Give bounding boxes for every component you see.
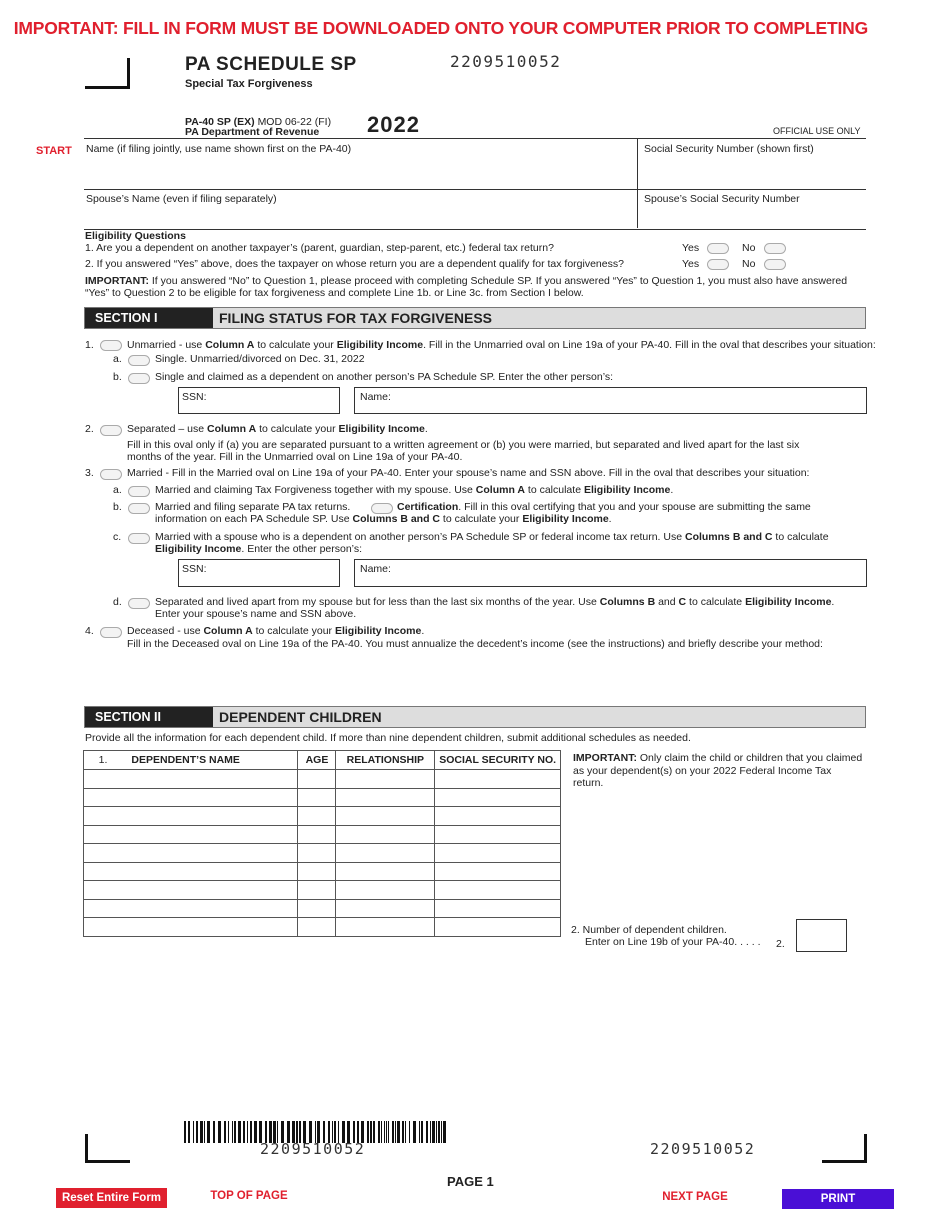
form-mod: MOD 06-22 (FI) <box>257 116 332 128</box>
q2-no-label: No <box>742 258 756 270</box>
line-3c-letter: c. <box>113 531 122 543</box>
dependent-relationship-cell[interactable] <box>336 844 435 863</box>
barcode-bar <box>384 1121 385 1143</box>
line-3b-oval[interactable] <box>128 503 150 514</box>
barcode-bar <box>419 1121 420 1143</box>
q1-no-oval[interactable] <box>764 243 786 254</box>
barcode-bar <box>430 1121 431 1143</box>
line-4-oval[interactable] <box>100 627 122 638</box>
line-3-number: 3. <box>85 467 94 479</box>
line-2-text <box>127 423 428 435</box>
dependent-age-cell[interactable] <box>298 770 336 789</box>
top-of-page-button[interactable]: TOP OF PAGE <box>210 1190 288 1202</box>
line-3b-text-2 <box>155 501 845 525</box>
barcode-bar <box>402 1121 404 1143</box>
barcode-bar <box>386 1121 387 1143</box>
barcode-bar <box>443 1121 446 1143</box>
next-page-button[interactable]: NEXT PAGE <box>662 1191 728 1203</box>
barcode-bar <box>426 1121 428 1143</box>
dependents-header-row <box>84 751 561 770</box>
dependent-age-cell[interactable] <box>298 899 336 918</box>
dependent-relationship-cell[interactable] <box>336 918 435 937</box>
dependent-name-cell[interactable] <box>84 862 298 881</box>
line-3a-oval[interactable] <box>128 486 150 497</box>
start-marker: START <box>36 145 72 157</box>
dependent-ssn-cell[interactable] <box>435 825 561 844</box>
line-3d-text-5: to calculate <box>686 596 746 608</box>
barcode-bar <box>188 1121 190 1143</box>
tax-year: 2022 <box>367 112 420 137</box>
barcode-bar <box>213 1121 215 1143</box>
line-3a-text-5: . <box>670 484 674 496</box>
name-label: Name (if filing jointly, use name shown first on the PA-40) <box>86 143 352 155</box>
name-ssn-grid <box>84 138 866 230</box>
barcode-bar <box>373 1121 375 1143</box>
eligibility-important <box>85 275 870 299</box>
line-2-text-d: Eligibility Income <box>338 423 425 435</box>
line-1a-letter: a. <box>113 353 122 365</box>
line-3a-text-1: Married and claiming Tax Forgiveness together with my spouse. Use <box>155 484 476 496</box>
barcode-bar <box>193 1121 194 1143</box>
dependent-age-cell[interactable] <box>298 788 336 807</box>
dependent-name-cell[interactable] <box>84 770 298 789</box>
eligibility-important-text: If you answered “No” to Question 1, please proceed with completing Schedule SP. If you answered “Yes” to Question 1, you must also have answered “Yes” to Question 2 to be eligible for tax forgiveness and complete Line 1b. or Line 3c. from Section I below. <box>85 275 848 299</box>
dependent-age-cell[interactable] <box>298 881 336 900</box>
ssn-field[interactable] <box>638 139 866 189</box>
dependent-count-field[interactable] <box>796 919 847 952</box>
q2-no-oval[interactable] <box>764 259 786 270</box>
eligibility-important-label: IMPORTANT: <box>85 275 149 287</box>
dependent-relationship-cell[interactable] <box>336 862 435 881</box>
dependent-relationship-cell[interactable] <box>336 770 435 789</box>
form-code: PA-40 SP (EX) <box>185 116 255 128</box>
dependent-ssn-cell[interactable] <box>435 881 561 900</box>
corner-mark-top-left <box>85 58 130 89</box>
barcode-bar <box>392 1121 394 1143</box>
line-3d-text-1: Separated and lived apart from my spouse but for less than the last six months of the year. Use <box>155 596 600 608</box>
line-3a-text-4: Eligibility Income <box>583 484 671 496</box>
dependent-relationship-cell[interactable] <box>336 825 435 844</box>
line-3-oval[interactable] <box>100 469 122 480</box>
department: PA Department of Revenue <box>185 126 320 138</box>
line-3b-text-3: Columns B and C <box>352 513 441 525</box>
line-3c-text <box>155 531 855 555</box>
dependent-ssn-cell[interactable] <box>435 918 561 937</box>
line-3d-oval[interactable] <box>128 598 150 609</box>
dependent-age-cell[interactable] <box>298 918 336 937</box>
dependent-row <box>84 825 561 844</box>
barcode-bar <box>218 1121 221 1143</box>
dependent-row <box>84 770 561 789</box>
line-4-number: 4. <box>85 625 94 637</box>
line-3b-text-6: . <box>608 513 612 525</box>
spouse-ssn-label: Spouse’s Social Security Number <box>644 193 800 205</box>
line-3a-text-2: Column A <box>475 484 525 496</box>
line-1-oval[interactable] <box>100 340 122 351</box>
barcode-bar <box>397 1121 400 1143</box>
line-1b-name-label: Name: <box>360 391 391 403</box>
dependent-name-cell[interactable] <box>84 788 298 807</box>
line-1b-text: Single and claimed as a dependent on another person’s PA Schedule SP. Enter the other person’s: <box>155 371 614 383</box>
line-4-text-b: Column A <box>203 625 253 637</box>
dependent-name-cell[interactable] <box>84 844 298 863</box>
line-1-number: 1. <box>85 339 94 351</box>
q2-yes <box>682 258 729 270</box>
dependent-ssn-cell[interactable] <box>435 807 561 826</box>
dependent-name-cell[interactable] <box>84 825 298 844</box>
line-3c-text-4: Eligibility Income <box>155 543 242 555</box>
spouse-ssn-field[interactable] <box>638 190 866 228</box>
dependent-age-cell[interactable] <box>298 844 336 863</box>
line-1-text-e: . Fill in the Unmarried oval on Line 19a of your PA-40. Fill in the oval that describes your situation: <box>423 339 876 351</box>
footer-code: 2209510052 <box>650 1140 756 1158</box>
line-1b-name-field[interactable] <box>354 387 867 414</box>
barcode-bar <box>436 1121 437 1143</box>
col-age: AGE <box>298 751 336 770</box>
line-1-text-b: Column A <box>205 339 255 351</box>
q2-yes-oval[interactable] <box>707 259 729 270</box>
barcode-bar <box>238 1121 241 1143</box>
line-3a-text <box>155 484 673 496</box>
barcode-bar <box>184 1121 186 1143</box>
barcode-bar <box>243 1121 245 1143</box>
line-1a-oval[interactable] <box>128 355 150 366</box>
line-4-text-d: Eligibility Income <box>334 625 422 637</box>
barcode-bar <box>234 1121 236 1143</box>
line-3b-text-2a: . Fill in this oval certifying that you and your spouse are submitting the same information on each PA Schedule SP. Use <box>155 501 811 525</box>
barcode-bar <box>247 1121 248 1143</box>
line-2-text-e: . <box>424 423 428 435</box>
barcode-bar <box>378 1121 380 1143</box>
line-3b-text-4: to calculate your <box>440 513 523 525</box>
dependent-relationship-cell[interactable] <box>336 881 435 900</box>
line-2-text-a: Separated – use <box>127 423 207 435</box>
dependent-ssn-cell[interactable] <box>435 788 561 807</box>
barcode-bar <box>405 1121 406 1143</box>
line-1a-text: Single. Unmarried/divorced on Dec. 31, 2022 <box>155 353 365 365</box>
col-relationship: RELATIONSHIP <box>336 751 435 770</box>
q1-yes-oval[interactable] <box>707 243 729 254</box>
line-4-text-c: to calculate your <box>252 625 335 637</box>
eligibility-q2: 2. If you answered “Yes” above, does the taxpayer on whose return you are a dependent qualify for tax forgiveness? <box>85 258 624 270</box>
section-2-important <box>573 752 863 790</box>
barcode-text: 2209510052 <box>260 1140 366 1158</box>
barcode-bar <box>370 1121 372 1143</box>
dependents-table <box>83 750 561 937</box>
q1-yes <box>682 242 729 254</box>
line-2-dependents-label-a: 2. Number of dependent children. <box>571 924 727 936</box>
barcode-bar <box>232 1121 233 1143</box>
line-2-text-b: Column A <box>206 423 257 435</box>
dependent-age-cell[interactable] <box>298 862 336 881</box>
line-3c-ssn-field[interactable] <box>178 559 340 587</box>
spouse-name-label: Spouse’s Name (even if filing separately) <box>86 193 277 205</box>
line-2-text-c: to calculate your <box>256 423 339 435</box>
dependent-relationship-cell[interactable] <box>336 807 435 826</box>
corner-mark-bottom-right <box>822 1134 867 1163</box>
section-2-important-label: IMPORTANT: <box>573 752 637 764</box>
form-title: PA SCHEDULE SP <box>185 54 357 75</box>
dependent-name-cell[interactable] <box>84 807 298 826</box>
dependent-row <box>84 881 561 900</box>
download-warning-banner: IMPORTANT: FILL IN FORM MUST BE DOWNLOADED ONTO YOUR COMPUTER PRIOR TO COMPLETING <box>13 18 868 38</box>
line-3c-text-1: Married with a spouse who is a dependent on another person’s PA Schedule SP or federal income tax return. Use <box>155 531 685 543</box>
line-3c-name-label: Name: <box>360 563 391 575</box>
barcode-bar <box>224 1121 226 1143</box>
line-1b-ssn-field[interactable] <box>178 387 340 414</box>
dependent-ssn-cell[interactable] <box>435 899 561 918</box>
ssn-label: Social Security Number (shown first) <box>644 143 814 155</box>
line-3d-text-6: Eligibility Income <box>745 596 832 608</box>
barcode-bar <box>367 1121 369 1143</box>
dependent-row <box>84 807 561 826</box>
page-number: PAGE 1 <box>447 1174 494 1189</box>
barcode-bar <box>381 1121 382 1143</box>
line-3a-letter: a. <box>113 484 122 496</box>
dependent-ssn-cell[interactable] <box>435 844 561 863</box>
section-1-tag: SECTION I <box>85 308 213 328</box>
line-3c-oval[interactable] <box>128 533 150 544</box>
dependent-row <box>84 844 561 863</box>
line-3b-letter: b. <box>113 501 122 513</box>
line-1b-oval[interactable] <box>128 373 150 384</box>
barcode-bar <box>250 1121 252 1143</box>
line-3d-letter: d. <box>113 596 122 608</box>
section-2-tag: SECTION II <box>85 707 213 727</box>
barcode-bar <box>207 1121 210 1143</box>
dependent-row <box>84 918 561 937</box>
q2-no <box>742 258 786 270</box>
section-1-title: FILING STATUS FOR TAX FORGIVENESS <box>219 310 493 326</box>
section-2-header <box>84 706 866 728</box>
barcode-bar <box>441 1121 442 1143</box>
q2-yes-label: Yes <box>682 258 700 270</box>
q1-no <box>742 242 786 254</box>
section-1-header <box>84 307 866 329</box>
line-3b-text-5: Eligibility Income <box>522 513 609 525</box>
corner-mark-bottom-left <box>85 1134 130 1163</box>
dependent-name-cell[interactable] <box>84 899 298 918</box>
line-3b-text-1: Married and filing separate PA tax returns. <box>155 501 351 513</box>
reset-form-button[interactable]: Reset Entire Form <box>56 1188 167 1208</box>
line-3c-text-2: Columns B and C <box>684 531 773 543</box>
eligibility-q1: 1. Are you a dependent on another taxpayer’s (parent, guardian, step-parent, etc.) federal tax return? <box>85 242 554 254</box>
barcode-bar <box>413 1121 416 1143</box>
dependent-name-cell[interactable] <box>84 881 298 900</box>
section-2-title: DEPENDENT CHILDREN <box>219 709 382 725</box>
dependent-row <box>84 862 561 881</box>
section-2-important-text: Only claim the child or children that you claimed as your dependent(s) on your 2022 Federal Income Tax return. <box>573 752 863 789</box>
line-2-oval[interactable] <box>100 425 122 436</box>
dependent-row <box>84 788 561 807</box>
form-barcode-number: 2209510052 <box>450 52 562 71</box>
form-identifier <box>185 117 331 137</box>
line-3d-text-7: . Enter your spouse’s name and SSN above. <box>155 596 835 620</box>
line-3a-text-3: to calculate <box>525 484 584 496</box>
line-3c-name-field[interactable] <box>354 559 867 587</box>
line-4-text-a: Deceased - use <box>127 625 204 637</box>
line-3d-text <box>155 596 860 620</box>
barcode-bar <box>409 1121 410 1143</box>
line-3c-text-5: . Enter the other person’s: <box>241 543 362 555</box>
dependent-row <box>84 899 561 918</box>
barcode-bar <box>432 1121 435 1143</box>
barcode-bar <box>204 1121 205 1143</box>
dependent-relationship-cell[interactable] <box>336 788 435 807</box>
print-button[interactable]: PRINT <box>782 1189 894 1209</box>
col-dependent-name: DEPENDENT’S NAME <box>111 751 298 770</box>
line-1-text <box>127 339 876 351</box>
line-2-detail: Fill in this oval only if (a) you are separated pursuant to a written agreement or (b) you were married, but separated and lived apart for the last six months of the year. Fill in the Unmarried oval on Line 19a of your PA-40. <box>127 439 800 463</box>
dependent-relationship-cell[interactable] <box>336 899 435 918</box>
line-3c-text-3: to calculate <box>772 531 829 543</box>
barcode-bar <box>421 1121 423 1143</box>
line-3d-text-3: and <box>655 596 679 608</box>
dependent-ssn-cell[interactable] <box>435 862 561 881</box>
col-number: 1. <box>84 751 112 770</box>
barcode-bar <box>254 1121 257 1143</box>
barcode-bar <box>388 1121 389 1143</box>
line-4-detail: Fill in the Deceased oval on Line 19a of the PA-40. You must annualize the decedent’s income (see the instructions) and briefly describe your method: <box>127 638 823 650</box>
official-use-label: OFFICIAL USE ONLY <box>773 126 861 136</box>
line-2-dependents-label-b: Enter on Line 19b of your PA-40. . . . . <box>585 936 761 948</box>
spouse-name-field[interactable] <box>84 190 636 228</box>
line-1b-ssn-label: SSN: <box>182 391 207 403</box>
line-3-text: Married - Fill in the Married oval on Line 19a of your PA-40. Enter your spouse’s name and SSN above. Fill in the oval that describes your situation: <box>127 467 810 479</box>
line-4-text <box>127 625 424 637</box>
line-3d-text-2: Columns B <box>599 596 656 608</box>
form-subtitle: Special Tax Forgiveness <box>185 78 313 90</box>
dependent-age-cell[interactable] <box>298 825 336 844</box>
line-1-text-d: Eligibility Income <box>336 339 424 351</box>
line-1-text-a: Unmarried - use <box>127 339 206 351</box>
barcode-bar <box>196 1121 198 1143</box>
line-3d-text-4: C <box>678 596 687 608</box>
barcode-bar <box>200 1121 203 1143</box>
line-4-text-e: . <box>421 625 425 637</box>
eligibility-heading: Eligibility Questions <box>85 230 186 242</box>
line-3c-ssn-label: SSN: <box>182 563 207 575</box>
line-4-method-field[interactable] <box>127 652 865 696</box>
name-field[interactable] <box>84 139 636 189</box>
dependent-age-cell[interactable] <box>298 807 336 826</box>
dependent-ssn-cell[interactable] <box>435 770 561 789</box>
line-2-dependents-number: 2. <box>776 938 785 950</box>
dependent-name-cell[interactable] <box>84 918 298 937</box>
barcode-bar <box>438 1121 440 1143</box>
q1-yes-label: Yes <box>682 242 700 254</box>
line-1-text-c: to calculate your <box>254 339 337 351</box>
col-ssn: SOCIAL SECURITY NO. <box>435 751 561 770</box>
barcode-bar <box>228 1121 229 1143</box>
line-3b-cert: Certification <box>397 501 459 513</box>
line-2-number: 2. <box>85 423 94 435</box>
line-1b-letter: b. <box>113 371 122 383</box>
section-2-intro: Provide all the information for each dependent child. If more than nine dependent children, submit additional schedules as needed. <box>85 732 691 744</box>
q1-no-label: No <box>742 242 756 254</box>
barcode-bar <box>395 1121 396 1143</box>
